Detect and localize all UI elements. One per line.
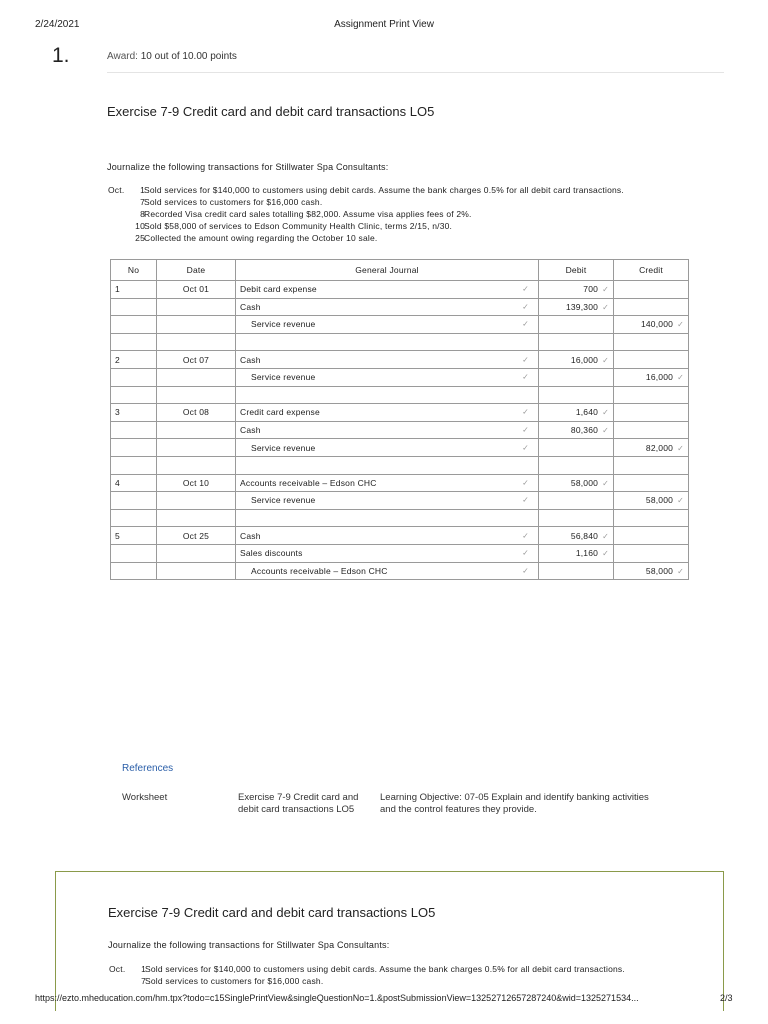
debit-amount <box>539 316 614 334</box>
journal-spacer-row <box>111 509 689 527</box>
credit-amount <box>614 544 689 562</box>
exercise-intro-repeat: Journalize the following transactions for Stillwater Spa Consultants: <box>108 940 390 950</box>
journal-row <box>111 351 689 369</box>
exercise-intro: Journalize the following transactions for Stillwater Spa Consultants: <box>107 162 389 172</box>
award-line <box>107 51 237 62</box>
check-icon: ✓ <box>522 302 529 312</box>
account-name-text: Debit card expense <box>240 284 317 295</box>
check-icon: ✓ <box>522 566 529 576</box>
entry-number <box>111 474 157 492</box>
entry-number <box>111 421 157 439</box>
entry-number <box>111 316 157 334</box>
transaction-description: Sold services to customers for $16,000 cash. <box>144 197 323 207</box>
debit-amount <box>539 404 614 422</box>
credit-amount <box>614 562 689 580</box>
reference-worksheet-label: Worksheet <box>122 792 168 803</box>
account-name-text: Service revenue <box>251 495 316 506</box>
account-name <box>236 544 539 562</box>
check-icon: ✓ <box>522 548 529 558</box>
credit-amount <box>614 351 689 369</box>
journal-row <box>111 562 689 580</box>
spacer-cell <box>111 456 157 474</box>
spacer-cell <box>539 456 614 474</box>
account-name <box>236 527 539 545</box>
debit-amount-text: 56,840 <box>570 530 599 541</box>
check-icon: ✓ <box>677 443 684 453</box>
entry-date-text: Oct 08 <box>182 407 210 418</box>
account-name <box>236 368 539 386</box>
account-name <box>236 492 539 510</box>
print-title: Assignment Print View <box>334 19 434 30</box>
check-icon: ✓ <box>602 426 609 436</box>
reference-exercise: Exercise 7-9 Credit card and debit card transactions LO5 <box>238 792 359 815</box>
debit-amount <box>539 281 614 299</box>
check-icon: ✓ <box>522 478 529 488</box>
credit-amount <box>614 281 689 299</box>
col-header-credit: Credit <box>614 260 689 281</box>
entry-number <box>111 439 157 457</box>
entry-number <box>111 404 157 422</box>
credit-amount-text: 58,000 <box>645 565 674 576</box>
transaction-day: 7 <box>140 197 145 207</box>
check-icon: ✓ <box>602 302 609 312</box>
debit-amount-text: 16,000 <box>570 354 599 365</box>
debit-amount-text: 1,160 <box>575 548 599 559</box>
transaction-day: 7 <box>141 976 146 986</box>
entry-date <box>157 351 236 369</box>
check-icon: ✓ <box>522 284 529 294</box>
credit-amount-text: 82,000 <box>645 442 674 453</box>
transaction-description: Sold services for $140,000 to customers using debit cards. Assume the bank charges 0.5% for all debit card transactions. <box>144 185 624 195</box>
award-label: Award: <box>107 51 138 62</box>
spacer-cell <box>614 509 689 527</box>
entry-date <box>157 316 236 334</box>
account-name <box>236 316 539 334</box>
entry-number-text: 4 <box>115 477 120 488</box>
entry-date <box>157 439 236 457</box>
check-icon: ✓ <box>522 425 529 435</box>
entry-date <box>157 527 236 545</box>
col-header-no: No <box>111 260 157 281</box>
journal-row <box>111 492 689 510</box>
entry-date-text: Oct 25 <box>182 530 210 541</box>
account-name-text: Sales discounts <box>240 548 303 559</box>
entry-number <box>111 368 157 386</box>
entry-number <box>111 281 157 299</box>
entry-number-text: 2 <box>115 354 120 365</box>
credit-amount <box>614 492 689 510</box>
credit-amount-text: 140,000 <box>640 319 674 330</box>
print-date: 2/24/2021 <box>35 19 80 30</box>
spacer-cell <box>614 333 689 351</box>
account-name-text: Cash <box>240 425 261 436</box>
debit-amount <box>539 368 614 386</box>
entry-number-text: 1 <box>115 284 120 295</box>
credit-amount <box>614 368 689 386</box>
credit-amount <box>614 404 689 422</box>
divider <box>107 72 724 73</box>
page-number: 2/3 <box>720 993 733 1003</box>
transaction-description: Recorded Visa credit card sales totalling $82,000. Assume visa applies fees of 2%. <box>144 209 472 219</box>
credit-amount <box>614 298 689 316</box>
journal-row <box>111 527 689 545</box>
credit-amount <box>614 474 689 492</box>
check-icon: ✓ <box>602 478 609 488</box>
account-name-text: Credit card expense <box>240 407 320 418</box>
credit-amount <box>614 316 689 334</box>
debit-amount <box>539 298 614 316</box>
check-icon: ✓ <box>677 496 684 506</box>
entry-date <box>157 492 236 510</box>
general-journal-table <box>110 259 689 580</box>
transaction-description: Sold $58,000 of services to Edson Community Health Clinic, terms 2/15, n/30. <box>144 221 453 231</box>
journal-spacer-row <box>111 333 689 351</box>
spacer-cell <box>236 509 539 527</box>
spacer-cell <box>111 386 157 404</box>
spacer-cell <box>539 509 614 527</box>
spacer-cell <box>539 386 614 404</box>
entry-date <box>157 421 236 439</box>
debit-amount-text: 700 <box>583 284 599 295</box>
credit-amount <box>614 527 689 545</box>
entry-date <box>157 544 236 562</box>
journal-spacer-row <box>111 456 689 474</box>
credit-amount-text: 58,000 <box>645 495 674 506</box>
account-name-text: Cash <box>240 301 261 312</box>
entry-number <box>111 492 157 510</box>
check-icon: ✓ <box>522 443 529 453</box>
debit-amount <box>539 439 614 457</box>
transaction-month: Oct. <box>108 185 125 195</box>
debit-amount-text: 80,360 <box>570 425 599 436</box>
transaction-description: Sold services for $140,000 to customers using debit cards. Assume the bank charges 0.5% for all debit card transactions. <box>145 964 625 974</box>
spacer-cell <box>157 333 236 351</box>
account-name-text: Service revenue <box>251 372 316 383</box>
reference-learning-objective: Learning Objective: 07-05 Explain and identify banking activities and the control features they provide. <box>380 792 649 815</box>
account-name <box>236 298 539 316</box>
journal-row <box>111 544 689 562</box>
entry-number <box>111 298 157 316</box>
entry-number <box>111 544 157 562</box>
account-name <box>236 281 539 299</box>
account-name-text: Cash <box>240 354 261 365</box>
entry-number-text: 3 <box>115 407 120 418</box>
transaction-month: Oct. <box>109 964 126 974</box>
spacer-cell <box>157 456 236 474</box>
award-value: 10 out of 10.00 points <box>140 51 237 62</box>
account-name-text: Accounts receivable – Edson CHC <box>240 477 377 488</box>
spacer-cell <box>539 333 614 351</box>
spacer-cell <box>111 333 157 351</box>
col-header-date: Date <box>157 260 236 281</box>
entry-number <box>111 562 157 580</box>
debit-amount-text: 1,640 <box>575 407 599 418</box>
check-icon: ✓ <box>602 355 609 365</box>
entry-date-text: Oct 07 <box>182 354 210 365</box>
check-icon: ✓ <box>677 566 684 576</box>
journal-row <box>111 474 689 492</box>
footer-url: https://ezto.mheducation.com/hm.tpx?todo=c15SinglePrintView&singleQuestionNo=1.&postSubmissionView=13252712657287240&wid=1325271534... <box>35 993 639 1003</box>
check-icon: ✓ <box>522 407 529 417</box>
exercise-title-repeat: Exercise 7-9 Credit card and debit card transactions LO5 <box>108 905 436 920</box>
transaction-day: 1 <box>140 185 145 195</box>
debit-amount-text: 139,300 <box>565 301 599 312</box>
entry-date <box>157 368 236 386</box>
spacer-cell <box>236 386 539 404</box>
check-icon: ✓ <box>602 285 609 295</box>
credit-amount <box>614 439 689 457</box>
journal-row <box>111 298 689 316</box>
debit-amount <box>539 351 614 369</box>
entry-date <box>157 281 236 299</box>
credit-amount <box>614 421 689 439</box>
spacer-cell <box>157 509 236 527</box>
spacer-cell <box>236 333 539 351</box>
debit-amount <box>539 562 614 580</box>
credit-amount-text: 16,000 <box>645 372 674 383</box>
col-header-debit: Debit <box>539 260 614 281</box>
spacer-cell <box>157 386 236 404</box>
transaction-description: Collected the amount owing regarding the October 10 sale. <box>144 233 378 243</box>
spacer-cell <box>614 456 689 474</box>
journal-row <box>111 368 689 386</box>
journal-row <box>111 316 689 334</box>
check-icon: ✓ <box>522 372 529 382</box>
references-title: References <box>122 763 174 774</box>
debit-amount-text: 58,000 <box>570 477 599 488</box>
transaction-day: 25 <box>135 233 145 243</box>
check-icon: ✓ <box>602 549 609 559</box>
transaction-day: 10 <box>135 221 145 231</box>
journal-row <box>111 404 689 422</box>
journal-row <box>111 281 689 299</box>
debit-amount <box>539 527 614 545</box>
transaction-description: Sold services to customers for $16,000 cash. <box>145 976 324 986</box>
entry-date <box>157 298 236 316</box>
entry-number <box>111 527 157 545</box>
check-icon: ✓ <box>602 531 609 541</box>
debit-amount <box>539 544 614 562</box>
account-name-text: Cash <box>240 530 261 541</box>
check-icon: ✓ <box>522 495 529 505</box>
question-number: 1. <box>52 44 70 67</box>
account-name <box>236 421 539 439</box>
spacer-cell <box>236 456 539 474</box>
entry-date <box>157 562 236 580</box>
account-name <box>236 404 539 422</box>
account-name-text: Service revenue <box>251 442 316 453</box>
account-name-text: Service revenue <box>251 319 316 330</box>
entry-number <box>111 351 157 369</box>
transaction-day: 1 <box>141 964 146 974</box>
exercise-title: Exercise 7-9 Credit card and debit card transactions LO5 <box>107 104 435 119</box>
entry-date <box>157 474 236 492</box>
account-name <box>236 562 539 580</box>
entry-date <box>157 404 236 422</box>
entry-number-text: 5 <box>115 530 120 541</box>
col-header-general-journal: General Journal <box>236 260 539 281</box>
check-icon: ✓ <box>522 531 529 541</box>
spacer-cell <box>614 386 689 404</box>
journal-row <box>111 421 689 439</box>
account-name <box>236 351 539 369</box>
debit-amount <box>539 492 614 510</box>
check-icon: ✓ <box>677 373 684 383</box>
check-icon: ✓ <box>522 319 529 329</box>
journal-spacer-row <box>111 386 689 404</box>
debit-amount <box>539 421 614 439</box>
transaction-day: 8 <box>140 209 145 219</box>
account-name <box>236 474 539 492</box>
journal-header-row <box>111 260 689 281</box>
journal-row <box>111 439 689 457</box>
account-name <box>236 439 539 457</box>
account-name-text: Accounts receivable – Edson CHC <box>251 565 388 576</box>
entry-date-text: Oct 01 <box>182 284 210 295</box>
check-icon: ✓ <box>522 355 529 365</box>
check-icon: ✓ <box>677 320 684 330</box>
spacer-cell <box>111 509 157 527</box>
debit-amount <box>539 474 614 492</box>
check-icon: ✓ <box>602 408 609 418</box>
entry-date-text: Oct 10 <box>182 477 210 488</box>
